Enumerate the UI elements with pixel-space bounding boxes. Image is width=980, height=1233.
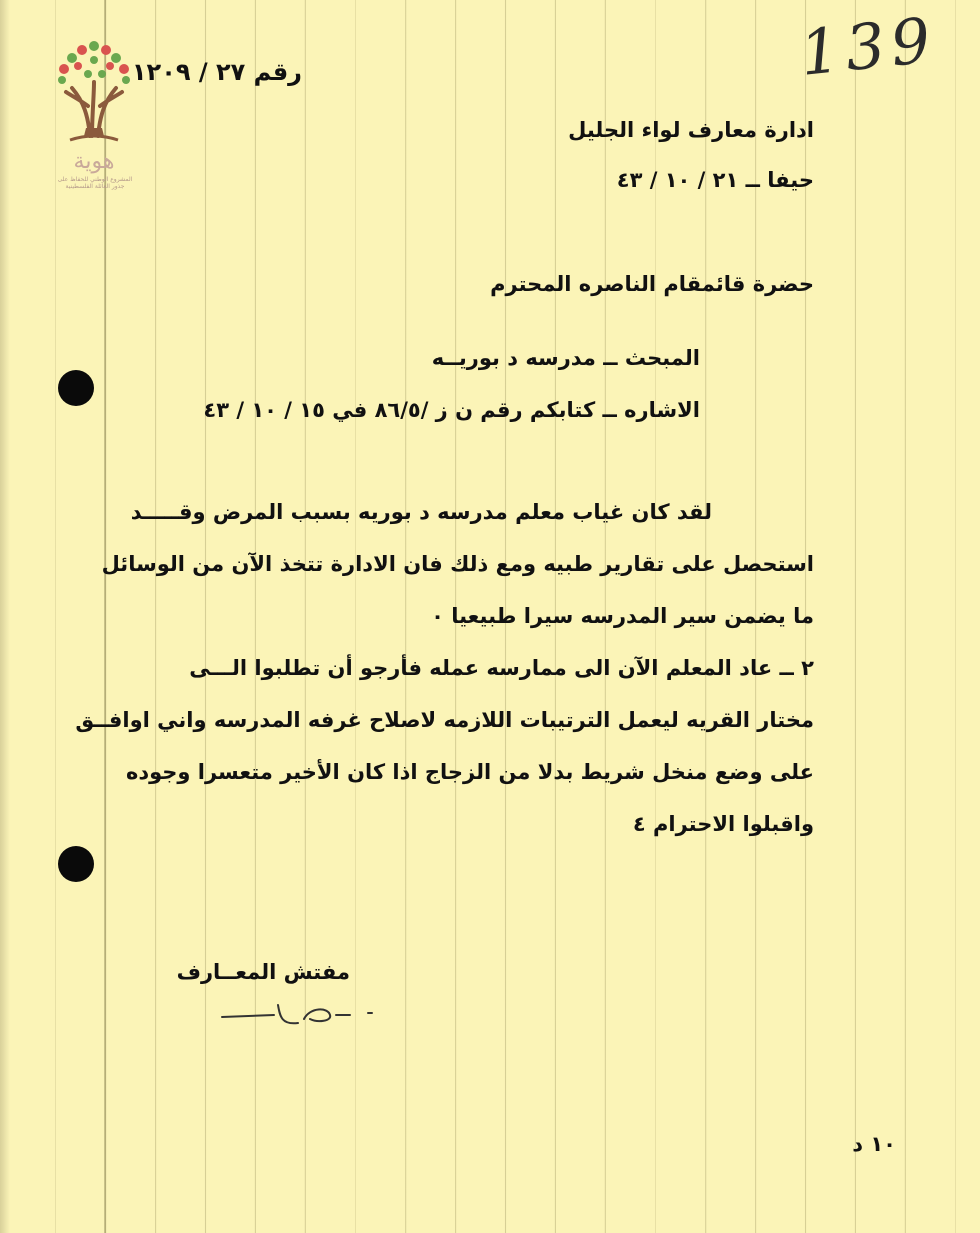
body-line-7: واقبلوا الاحترام ٤ [632, 812, 814, 836]
sender-office: ادارة معارف لواء الجليل [568, 118, 814, 142]
logo-name: هوية [73, 149, 115, 174]
reference-line: الاشاره ــ كتابكم رقم ن ز /٨٦/٥ في ١٥ / ١٠ / ٤٣ [203, 398, 700, 422]
footer-code: ١٠ د [852, 1132, 896, 1156]
body-line-3: ما يضمن سير المدرسه سيرا طبيعيا ٠ [431, 604, 814, 628]
addressee: حضرة قائمقام الناصره المحترم [490, 272, 814, 296]
logo-tagline-1: المشروع الوطني للحفاظ على [57, 176, 133, 183]
body-line-6: على وضع منخل شريط بدلا من الزجاج اذا كان الأخير متعسرا وجوده [125, 760, 814, 784]
reference-number: رقم ٢٧ / ١٢٠٩ [131, 58, 302, 86]
handwritten-page-number: 139 [796, 3, 940, 90]
punch-hole-bottom [58, 846, 94, 882]
handwritten-signature [218, 995, 388, 1035]
body-line-4: ٢ ــ عاد المعلم الآن الى ممارسه عمله فأرجو أن تطلبوا الـــى [189, 656, 814, 680]
subject-line: المبحث ــ مدرسه د بوريــه [431, 346, 700, 370]
punch-hole-top [58, 370, 94, 406]
signature-title: مفتش المعــارف [176, 960, 350, 984]
logo-tagline [40, 176, 150, 190]
page-edge [0, 0, 10, 1233]
heritage-tree-logo [48, 36, 140, 196]
body-line-2: استحصل على تقارير طبيه ومع ذلك فان الادارة تتخذ الآن من الوسائل [101, 552, 814, 576]
body-line-5: مختار القريه ليعمل الترتيبات اللازمه لاصلاح غرفه المدرسه واني اوافــق [75, 708, 814, 732]
logo-tagline-2: جذور العائلة الفلسطينية [65, 183, 125, 190]
place-date: حيفا ــ ٢١ / ١٠ / ٤٣ [616, 168, 814, 192]
body-line-1: لقد كان غياب معلم مدرسه د بوريه بسبب المرض وقـــــد [130, 500, 712, 524]
